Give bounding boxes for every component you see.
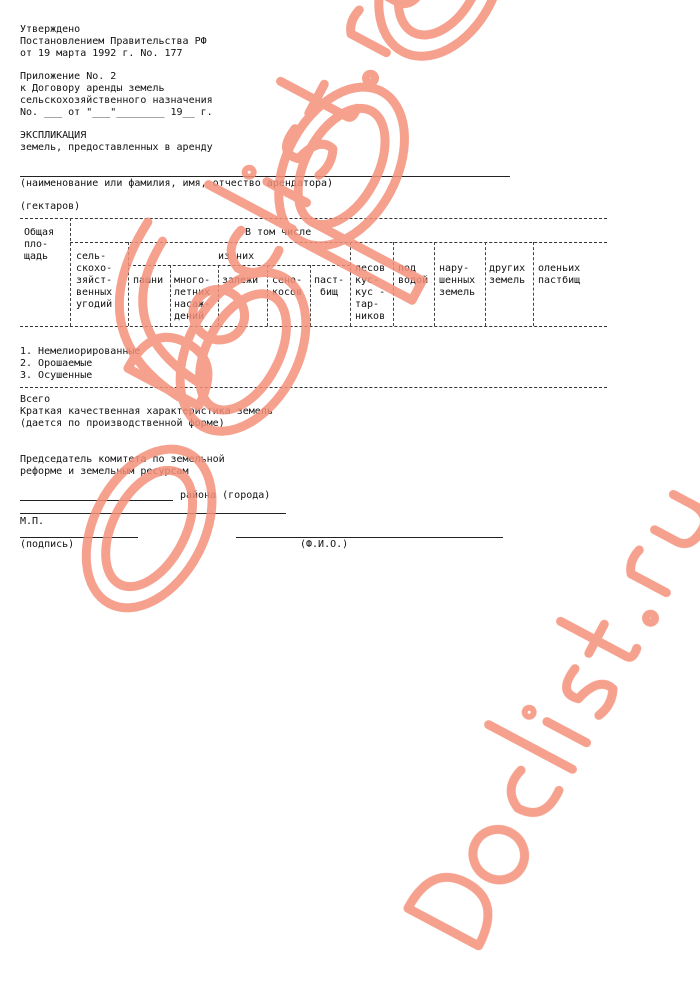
header-reindeer-1: оленьих bbox=[538, 263, 581, 274]
header-pastures-2: бищ bbox=[320, 287, 339, 298]
header-perennial-2: летних bbox=[174, 287, 211, 298]
header-forest-4: тар- bbox=[355, 299, 380, 310]
header-other-2: земель bbox=[489, 275, 526, 286]
rows-bottom-rule bbox=[20, 387, 607, 388]
approval-line-3: от 19 марта 1992 г. No. 177 bbox=[20, 48, 183, 59]
header-total-area-2: пло- bbox=[24, 239, 49, 250]
signature-blank-line bbox=[20, 537, 138, 538]
header-reindeer-2: пастбищ bbox=[538, 275, 581, 286]
row-label-3: 3. Осушенные bbox=[20, 370, 93, 381]
header-forest-3: кус - bbox=[355, 287, 386, 298]
chairman-line-1: Председатель комитета по земельной bbox=[20, 454, 225, 465]
appendix-line-4: No. ___ от "___"________ 19__ г. bbox=[20, 107, 213, 118]
header-total-area-1: Общая bbox=[24, 227, 55, 238]
header-arable: пашни bbox=[133, 275, 164, 286]
stamp-label: М.П. bbox=[20, 516, 45, 527]
header-pastures-1: паст- bbox=[314, 275, 345, 286]
col-divider bbox=[310, 265, 311, 326]
col-divider bbox=[170, 265, 171, 326]
quality-line-1: Краткая качественная характеристика земель bbox=[20, 406, 273, 417]
header-agri-4: венных bbox=[76, 287, 113, 298]
table-bottom-rule bbox=[20, 326, 607, 327]
header-agri-5: угодий bbox=[76, 299, 113, 310]
document-subtitle: земель, предоставленных в аренду bbox=[20, 142, 213, 153]
header-fallow: залежи bbox=[222, 275, 259, 286]
header-forest-2: кус- bbox=[355, 275, 380, 286]
col-divider bbox=[434, 242, 435, 326]
col-divider bbox=[485, 242, 486, 326]
district-label: района (города) bbox=[180, 490, 271, 501]
col-divider bbox=[350, 242, 351, 326]
district-blank-line bbox=[20, 500, 173, 501]
col-divider bbox=[128, 242, 129, 326]
table-including-rule bbox=[70, 242, 607, 243]
signature-label: (подпись) bbox=[20, 539, 75, 550]
header-of-them: из них bbox=[218, 251, 255, 262]
row-label-2: 2. Орошаемые bbox=[20, 358, 93, 369]
col-divider bbox=[70, 218, 71, 326]
row-label-1: 1. Немелиорированные bbox=[20, 346, 141, 357]
lessee-caption: (наименование или фамилия, имя, отчество арендатора) bbox=[20, 178, 334, 189]
header-agri-2: скохо- bbox=[76, 263, 113, 274]
header-agri-1: сель- bbox=[76, 251, 107, 262]
name-blank-line bbox=[236, 537, 503, 538]
header-forest-1: лесов bbox=[355, 263, 386, 274]
table-of-them-rule bbox=[128, 265, 350, 266]
document-title: ЭКСПЛИКАЦИЯ bbox=[20, 130, 87, 141]
header-including: В том числе bbox=[245, 227, 312, 238]
table-top-rule bbox=[20, 218, 607, 219]
header-agri-3: зяйст- bbox=[76, 275, 113, 286]
col-divider bbox=[218, 265, 219, 326]
quality-line-2: (дается по производственной форме) bbox=[20, 418, 225, 429]
units-label: (гектаров) bbox=[20, 201, 81, 212]
approval-line-1: Утверждено bbox=[20, 24, 81, 35]
name-label: (Ф.И.О.) bbox=[300, 539, 349, 550]
col-divider bbox=[267, 265, 268, 326]
header-water-1: под bbox=[398, 263, 417, 274]
approval-line-2: Постановлением Правительства РФ bbox=[20, 36, 207, 47]
col-divider bbox=[533, 242, 534, 326]
col-divider bbox=[393, 242, 394, 326]
appendix-line-1: Приложение No. 2 bbox=[20, 71, 117, 82]
header-other-1: других bbox=[489, 263, 526, 274]
header-hayfields-1: сено- bbox=[272, 275, 303, 286]
header-perennial-3: насаж- bbox=[174, 299, 211, 310]
header-disturbed-2: шенных bbox=[439, 275, 476, 286]
separator-line bbox=[20, 513, 286, 514]
header-hayfields-2: косов bbox=[272, 287, 303, 298]
watermark-doclist-left bbox=[115, 0, 431, 407]
header-total-area-3: щадь bbox=[24, 251, 49, 262]
header-forest-5: ников bbox=[355, 311, 386, 322]
watermark-doclist-right bbox=[395, 469, 700, 947]
lessee-blank-line bbox=[20, 176, 510, 177]
appendix-line-2: к Договору аренды земель bbox=[20, 83, 165, 94]
total-label: Всего bbox=[20, 394, 51, 405]
header-perennial-4: дений bbox=[174, 311, 205, 322]
appendix-line-3: сельскохозяйственного назначения bbox=[20, 95, 213, 106]
header-perennial-1: много- bbox=[174, 275, 211, 286]
header-disturbed-3: земель bbox=[439, 287, 476, 298]
chairman-line-2: реформе и земельным ресурсам bbox=[20, 466, 189, 477]
header-water-2: водой bbox=[398, 275, 429, 286]
header-disturbed-1: нару- bbox=[439, 263, 470, 274]
